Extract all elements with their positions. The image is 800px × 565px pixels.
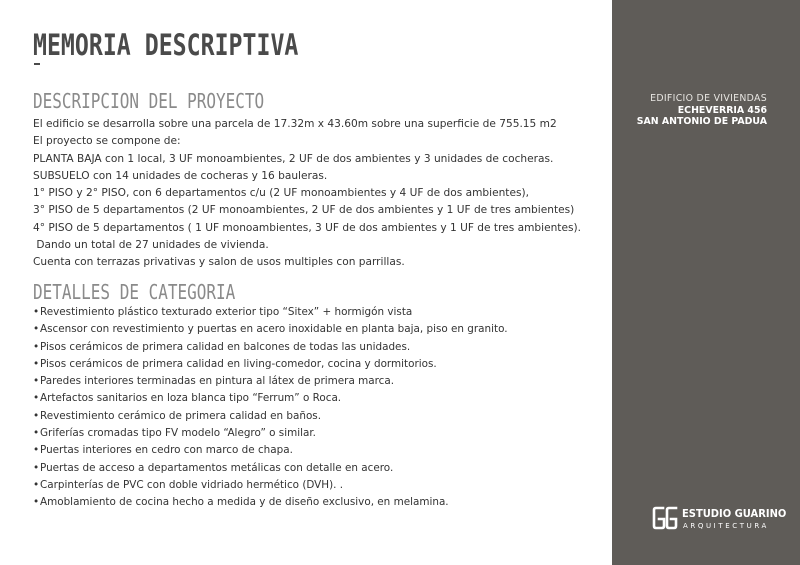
list-item-text: Amoblamiento de cocina hecho a medida y de diseño exclusivo, en melamina. — [40, 496, 449, 509]
bullet-icon: • — [33, 340, 40, 353]
bullet-icon: • — [33, 409, 40, 422]
bullet-icon: • — [33, 392, 40, 405]
building-info — [637, 93, 767, 128]
list-item-text: Puertas interiores en cedro con marco de chapa. — [40, 444, 293, 457]
list-item — [33, 390, 603, 407]
title-accent-mark — [34, 63, 40, 65]
list-item — [33, 339, 603, 356]
description-line: SUBSUELO con 14 unidades de cocheras y 16 bauleras. — [33, 169, 328, 182]
list-item — [33, 321, 603, 338]
list-item — [33, 477, 603, 494]
sidebar-panel — [612, 0, 800, 565]
description-line: El proyecto se compone de: — [33, 135, 181, 148]
building-city: SAN ANTONIO DE PADUA — [636, 116, 767, 128]
description-line: El edificio se desarrolla sobre una parcela de 17.32m x 43.60m sobre una superficie de 755.15 m2 — [33, 118, 557, 130]
bullet-icon: • — [33, 478, 40, 491]
list-item — [33, 442, 603, 459]
bullet-icon: • — [33, 357, 40, 370]
list-item-text: Paredes interiores terminadas en pintura al látex de primera marca. — [40, 375, 395, 388]
studio-logo — [652, 505, 787, 535]
studio-subtitle: ARQUITECTURA — [683, 522, 769, 530]
list-item-text: Artefactos sanitarios en loza blanca tipo “Ferrum” o Roca. — [40, 392, 342, 405]
description-line: 3° PISO de 5 departamentos (2 UF monoambientes, 2 UF de dos ambientes y 1 UF de tres ambientes) — [33, 204, 575, 217]
description-line: Dando un total de 27 unidades de vivienda. — [33, 239, 269, 252]
list-item-text: Griferías cromadas tipo FV modelo “Alegro” o similar. — [40, 427, 316, 440]
list-item-text: Pisos cerámicos de primera calidad en balcones de todas las unidades. — [40, 340, 411, 353]
building-address: ECHEVERRIA 456 — [677, 104, 767, 116]
bullet-icon: • — [33, 306, 40, 318]
category-section-heading: DETALLES DE CATEGORIA — [33, 280, 236, 304]
list-item-text: Carpinterías de PVC con doble vidriado hermético (DVH). . — [40, 478, 344, 491]
project-section-heading: DESCRIPCION DEL PROYECTO — [33, 89, 265, 113]
bullet-icon: • — [33, 375, 40, 388]
bullet-icon: • — [33, 496, 40, 509]
list-item — [33, 408, 603, 425]
list-item-text: Pisos cerámicos de primera calidad en living-comedor, cocina y dormitorios. — [40, 357, 437, 370]
list-item — [33, 494, 603, 511]
studio-monogram-icon — [652, 505, 678, 531]
list-item — [33, 460, 603, 477]
list-item — [33, 373, 603, 390]
list-item — [33, 425, 603, 442]
description-line: Cuenta con terrazas privativas y salon de usos multiples con parrillas. — [33, 256, 405, 269]
list-item-text: Puertas de acceso a departamentos metálicas con detalle en acero. — [40, 461, 394, 474]
description-line: PLANTA BAJA con 1 local, 3 UF monoambientes, 2 UF de dos ambientes y 3 unidades de cocheras. — [33, 152, 554, 165]
bullet-icon: • — [33, 427, 40, 440]
list-item — [33, 356, 603, 373]
category-list — [33, 304, 603, 512]
description-line: 1° PISO y 2° PISO, con 6 departamentos c/u (2 UF monoambientes y 4 UF de dos ambientes), — [33, 187, 529, 200]
list-item-text: Ascensor con revestimiento y puertas en acero inoxidable en planta baja, piso en granito. — [40, 323, 508, 336]
bullet-icon: • — [33, 323, 40, 336]
list-item — [33, 304, 603, 321]
building-type: EDIFICIO DE VIVIENDAS — [650, 93, 767, 104]
project-description — [33, 116, 603, 272]
studio-name: ESTUDIO GUARINO — [682, 507, 787, 520]
bullet-icon: • — [33, 461, 40, 474]
bullet-icon: • — [33, 444, 40, 457]
page-title: MEMORIA DESCRIPTIVA — [33, 28, 299, 62]
description-line: 4° PISO de 5 departamentos ( 1 UF monoambientes, 3 UF de dos ambientes y 1 UF de tres ambientes). — [33, 221, 581, 234]
list-item-text: Revestimiento cerámico de primera calidad en baños. — [40, 409, 322, 422]
list-item-text: Revestimiento plástico texturado exterior tipo “Sitex” + hormigón vista — [40, 306, 413, 318]
